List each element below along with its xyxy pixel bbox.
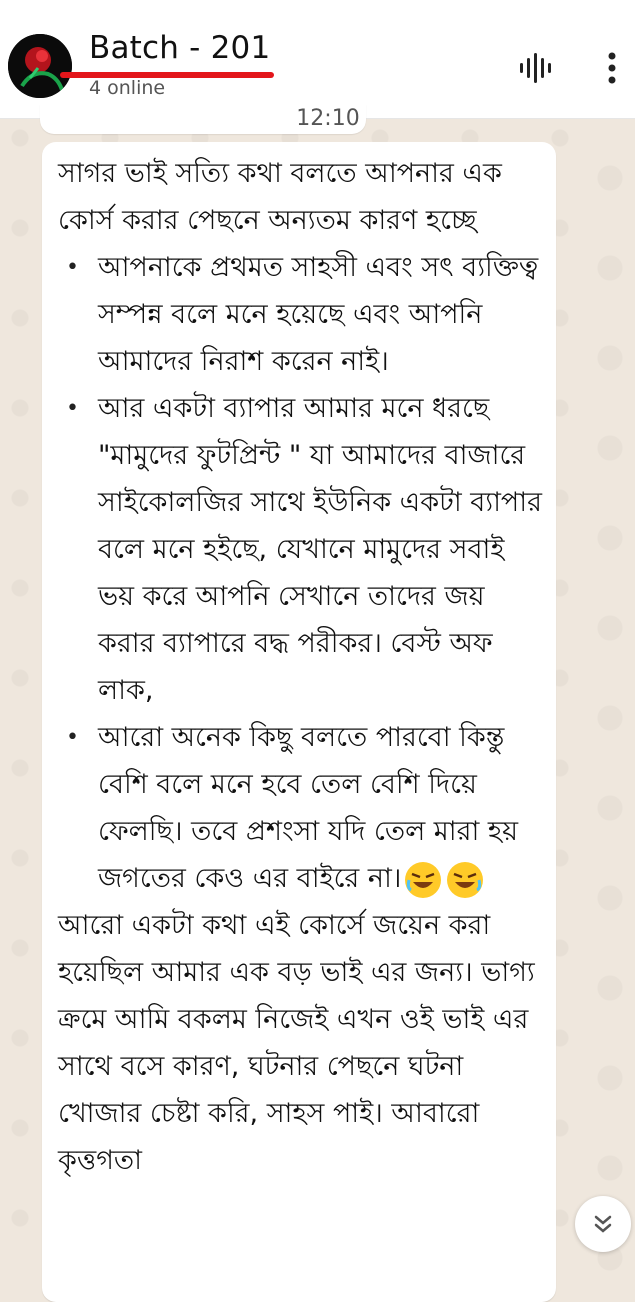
message-intro: সাগর ভাই সত্যি কথা বলতে আপনার এক কোর্স করার পেছনে অন্যতম কারণ হচ্ছে [58,158,502,236]
online-status: 4 online [89,78,166,96]
message-bullet-list [58,244,548,902]
laughing-emoji-icon [445,860,485,900]
laughing-emoji-icon [403,860,443,900]
message-bullet-last [98,714,548,902]
red-underline-mark [60,72,274,78]
double-chevron-down-icon [589,1210,617,1238]
group-avatar[interactable] [8,34,72,98]
chat-header [0,0,635,119]
time-chip [40,104,366,134]
chat-title[interactable]: Batch - 201 [89,30,271,66]
message-outro: আরো একটা কথা এই কোর্সে জয়েন করা হয়েছিল আমার এক বড় ভাই এর জন্য। ভাগ্য ক্রমে আমি বকলম নিজেই এখন ওই ভাই এর সাথে বসে কারণ, ঘটনার পেছনে ঘটনা খোজার চেষ্টা করি, সাহস পাই। আবারো কৃত্তগতা [58,910,535,1176]
more-vert-icon[interactable] [600,48,624,88]
message-text [58,150,548,1184]
time-chip-label: 12:10 [296,106,360,131]
message-bullet: • আপনাকে প্রথমত সাহসী এবং সৎ ব্যক্তিত্ব সম্পন্ন বলে মনে হয়েছে এবং আপনি আমাদের নিরাশ করেন নাই। [98,244,548,385]
voice-chat-icon[interactable] [516,50,556,86]
message-bullet-text: আরো অনেক কিছু বলতে পারবো কিন্তু বেশি বলে মনে হবে তেল বেশি দিয়ে ফেলছি। তবে প্রশংসা যদি তেল মারা হয় জগতের কেও এর বাইরে না। [98,722,518,894]
scroll-to-bottom-button[interactable] [575,1196,631,1252]
message-bullet: • আর একটা ব্যাপার আমার মনে ধরছে "মামুদের ফুটপ্রিন্ট " যা আমাদের বাজারে সাইকোলজির সাথে ইউনিক একটা ব্যাপার বলে মনে হইছে, যেখানে মামুদের সবাই ভয় করে আপনি সেখানে তাদের জয় করার ব্যাপারে বদ্ধ পরীকর। বেস্ট অফ লাক, [98,385,548,714]
